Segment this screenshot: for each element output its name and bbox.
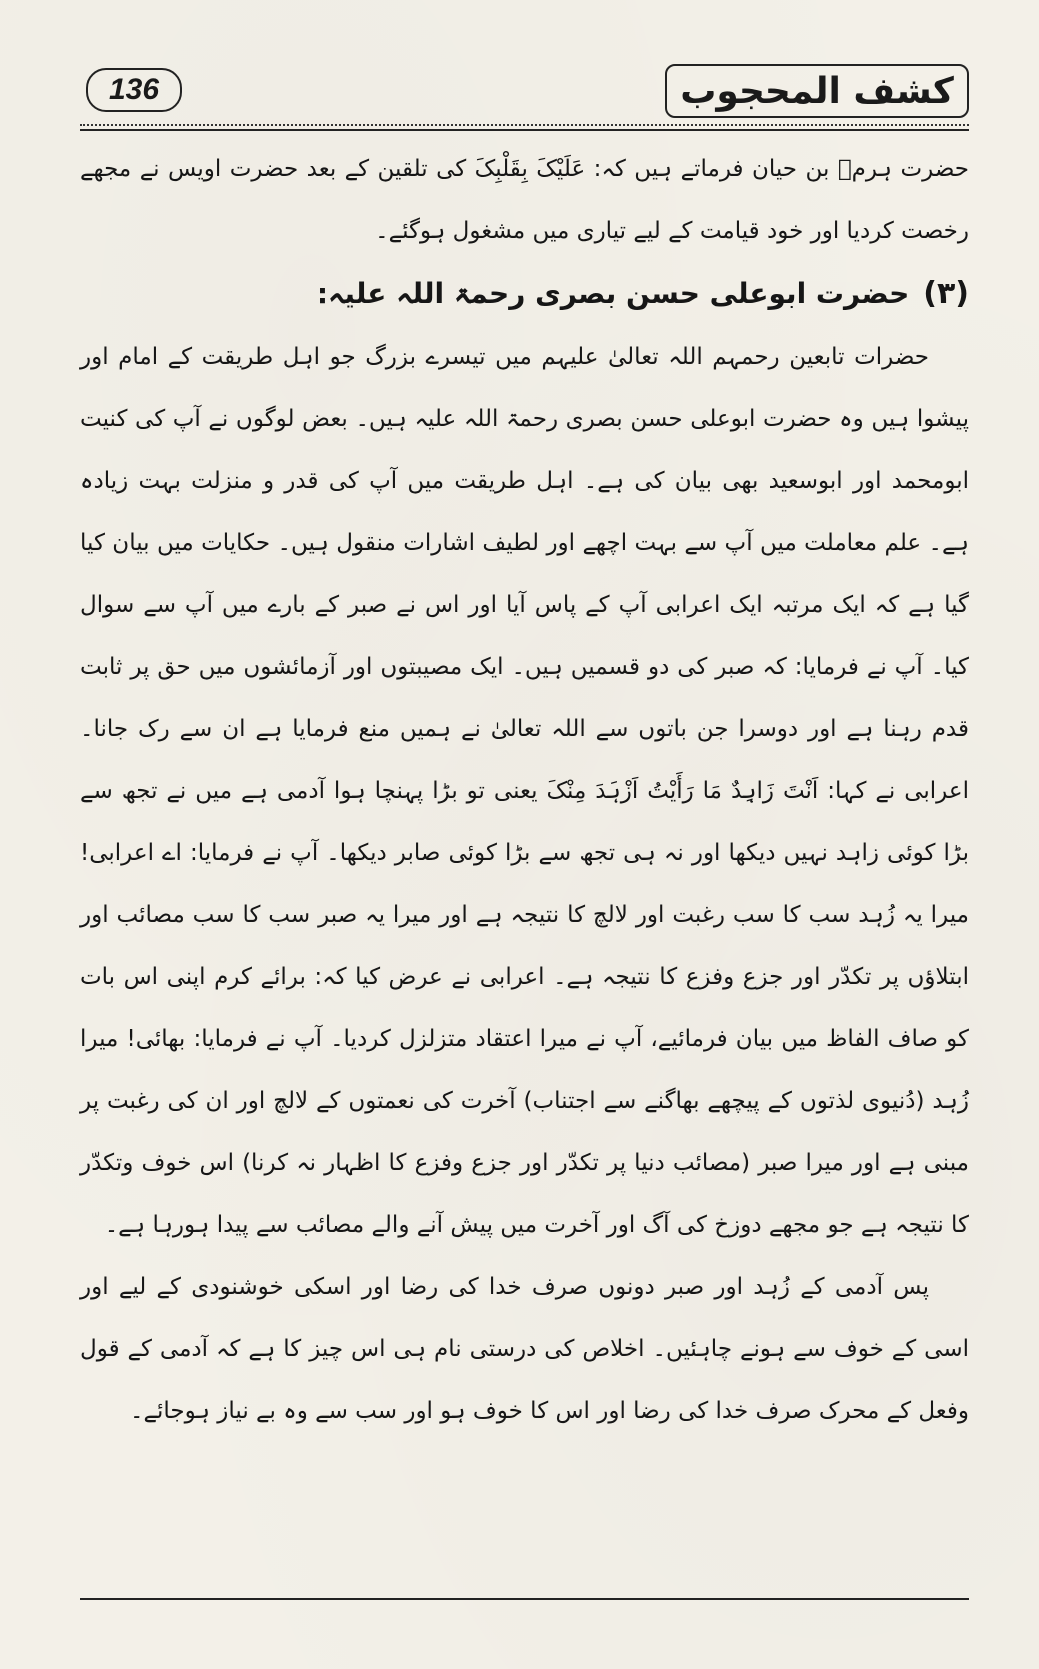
section-number: (۳) xyxy=(923,276,969,311)
paragraph-main: حضرات تابعین رحمہم اللہ تعالیٰ علیہم میں تیسرے بزرگ جو اہل طریقت کے امام اور پیشوا ہیں وہ حضرت ابوعلی حسن بصری رحمۃ اللہ علیہ ہیں۔ بعض لوگوں نے آپ کی کنیت ابومحمد اور ابوسعید بھی بیان کی ہے۔ اہل طریقت میں آپ کی قدر و منزلت بہت زیادہ ہے۔ علم معاملت میں آپ سے بہت اچھے اور لطیف اشارات منقول ہیں۔ حکایات میں بیان کیا گیا ہے کہ ایک مرتبہ ایک اعرابی آپ کے پاس آیا اور اس نے صبر کے بارے میں آپ سے سوال کیا۔ آپ نے فرمایا: کہ صبر کی دو قسمیں ہیں۔ ایک مصیبتوں اور آزمائشوں میں حق پر ثابت قدم رہنا ہے اور دوسرا جن باتوں سے اللہ تعالیٰ نے ہمیں منع فرمایا ہے ان سے رک جانا۔ اعرابی نے کہا: اَنْتَ زَاہِدٌ مَا رَأَیْتُ اَزْہَدَ مِنْکَ یعنی تو بڑا پہنچا ہوا آدمی ہے میں نے تجھ سے بڑا کوئی زاہد نہیں دیکھا اور نہ ہی تجھ سے بڑا کوئی صابر دیکھا۔ آپ نے فرمایا: اے اعرابی! میرا یہ زُہد سب کا سب رغبت اور لالچ کا نتیجہ ہے اور میرا یہ صبر سب کا سب مصائب اور ابتلاؤں پر تکدّر اور جزع وفزع کا نتیجہ ہے۔ اعرابی نے عرض کیا کہ: برائے کرم اپنی اس بات کو صاف الفاظ میں بیان فرمائیے، آپ نے میرا اعتقاد متزلزل کردیا۔ آپ نے فرمایا: بھائی! میرا زُہد (دُنیوی لذتوں کے پیچھے بھاگنے سے اجتناب) آخرت کی نعمتوں کے لالچ اور ان کی رغبت پر مبنی ہے اور میرا صبر (مصائب دنیا پر تکدّر اور جزع وفزع کا اظہار نہ کرنا) اس خوف وتکدّر کا نتیجہ ہے جو مجھے دوزخ کی آگ اور آخرت میں پیش آنے والے مصائب سے پیدا ہورہا ہے۔ xyxy=(80,344,969,1238)
footer-divider xyxy=(80,1598,969,1600)
paragraph-opening: حضرت ہرمؓ بن حیان فرماتے ہیں کہ: عَلَیْکَ بِقَلْبِکَ کی تلقین کے بعد حضرت اویس نے مجھے رخصت کردیا اور خود قیامت کے لیے تیاری میں مشغول ہوگئے۔ xyxy=(80,156,969,244)
book-title: کشف المحجوب xyxy=(665,64,969,118)
page-number: 136 xyxy=(86,68,182,112)
section-title: حضرت ابوعلی حسن بصری رحمۃ اللہ علیہ: xyxy=(316,277,910,310)
paragraph-closing: پس آدمی کے زُہد اور صبر دونوں صرف خدا کی رضا اور اسکی خوشنودی کے لیے اور اسی کے خوف سے ہونے چاہئیں۔ اخلاص کی درستی نام ہی اس چیز کا ہے کہ آدمی کے قول وفعل کے محرک صرف خدا کی رضا اور اس کا خوف ہو اور سب سے وہ بے نیاز ہوجائے۔ xyxy=(80,1274,969,1424)
section-heading xyxy=(80,262,969,326)
header-solid-rule xyxy=(80,129,969,131)
header-dotted-rule xyxy=(80,124,969,126)
header-divider xyxy=(80,124,969,132)
page-body xyxy=(80,138,969,1442)
page-header xyxy=(80,60,969,120)
